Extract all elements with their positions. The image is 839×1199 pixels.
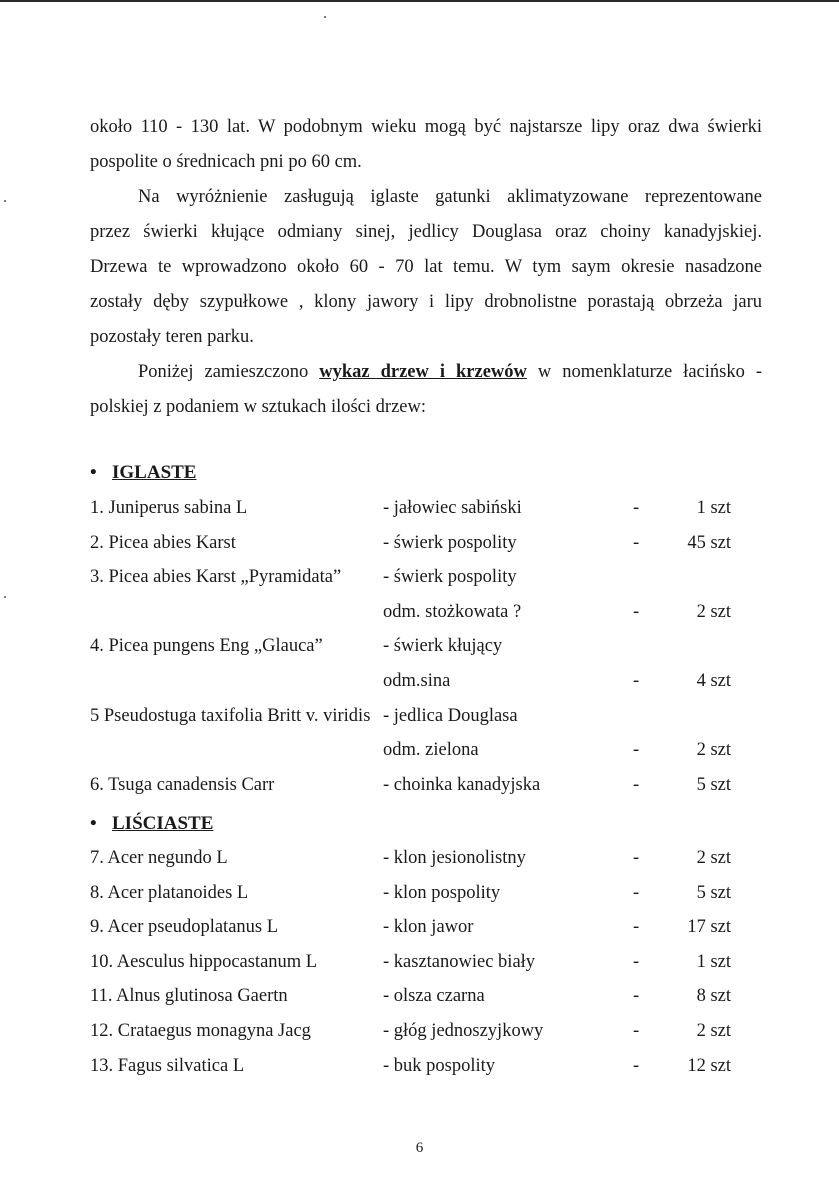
species-polish-name: - klon jesionolistny [383, 848, 526, 868]
table-row [0, 533, 839, 567]
separator-dash: - [633, 986, 640, 1007]
section-title: IGLASTE [112, 462, 197, 483]
table-row [0, 848, 839, 882]
species-quantity: 2 szt [696, 848, 731, 868]
section-heading-conifers [90, 462, 196, 484]
species-quantity: 2 szt [696, 740, 731, 761]
species-latin-name: 11. Alnus glutinosa Gaertn [90, 986, 288, 1007]
text-line: pospolite o średnicach pni po 60 cm. [90, 152, 362, 172]
scan-speck [324, 16, 326, 18]
separator-dash: - [633, 951, 640, 972]
species-latin-name: 7. Acer negundo L [90, 848, 228, 868]
scan-top-edge [0, 0, 839, 2]
table-row [0, 883, 839, 917]
species-polish-name: - choinka kanadyjska [383, 774, 541, 795]
table-row [0, 671, 839, 705]
species-polish-name: - klon jawor [383, 917, 474, 938]
separator-dash: - [633, 740, 640, 761]
table-row [0, 917, 839, 951]
species-quantity: 1 szt [696, 498, 731, 518]
section-title: LIŚCIASTE [112, 813, 214, 834]
species-polish-name: - kasztanowiec biały [383, 951, 536, 972]
species-latin-name: 10. Aesculus hippocastanum L [90, 951, 318, 972]
species-quantity: 4 szt [696, 671, 731, 691]
species-quantity: 12 szt [687, 1055, 731, 1076]
table-row [0, 602, 839, 636]
separator-dash: - [633, 671, 640, 691]
section-heading-deciduous [90, 813, 213, 835]
table-row [0, 952, 839, 986]
scan-speck [4, 200, 6, 202]
table-row [0, 636, 839, 670]
separator-dash: - [633, 882, 640, 903]
bullet-icon: • [90, 813, 97, 834]
species-quantity: 17 szt [687, 917, 731, 938]
separator-dash: - [633, 498, 640, 518]
text-line: polskiej z podaniem w sztukach ilości drzew: [90, 397, 426, 417]
text-line: pozostały teren parku. [90, 327, 254, 347]
bullet-icon: • [90, 462, 97, 483]
species-latin-name: 5 Pseudostuga taxifolia Britt v. viridis [90, 705, 371, 726]
table-row [0, 498, 839, 532]
species-latin-name: 4. Picea pungens Eng „Glauca” [90, 636, 323, 657]
separator-dash: - [633, 774, 640, 795]
species-latin-name: 2. Picea abies Karst [90, 532, 236, 553]
list-intro-emphasis: wykaz drzew i krzewów [319, 362, 527, 382]
list-intro-suffix: w nomenklaturze łacińsko - [537, 362, 762, 382]
text-line: Na wyróżnienie zasługują iglaste gatunki aklimatyzowane reprezentowane [138, 187, 762, 207]
table-row [0, 775, 839, 809]
separator-dash: - [633, 917, 640, 938]
species-polish-name: odm.sina [383, 671, 451, 691]
species-quantity: 8 szt [696, 986, 731, 1007]
text-line [90, 355, 762, 390]
species-quantity: 5 szt [696, 774, 731, 795]
species-quantity: 45 szt [687, 532, 731, 553]
species-polish-name: - jedlica Douglasa [383, 705, 518, 726]
species-polish-name: - świerk pospolity [383, 532, 517, 553]
species-latin-name: 1. Juniperus sabina L [90, 498, 248, 518]
separator-dash: - [633, 532, 640, 553]
species-polish-name: odm. zielona [383, 740, 479, 761]
separator-dash: - [633, 848, 640, 868]
species-quantity: 5 szt [696, 882, 731, 903]
separator-dash: - [633, 601, 640, 622]
separator-dash: - [633, 1021, 640, 1041]
species-polish-name: - jałowiec sabiński [383, 498, 522, 518]
paragraph-acclimatized-species [90, 180, 762, 355]
text-line: około 110 - 130 lat. W podobnym wieku mogą być najstarsze lipy oraz dwa świerki [90, 117, 762, 137]
species-polish-name: - głóg jednoszyjkowy [383, 1021, 544, 1041]
table-row [0, 986, 839, 1020]
separator-dash: - [633, 1055, 640, 1076]
list-intro-prefix: Poniżej zamieszczono [138, 362, 309, 382]
table-row [0, 567, 839, 601]
species-polish-name: - buk pospolity [383, 1055, 496, 1076]
paragraph-list-intro [90, 355, 762, 425]
species-quantity: 2 szt [696, 601, 731, 622]
table-row [0, 1056, 839, 1090]
text-line: zostały dęby szypułkowe , klony jawory i lipy drobnolistne porastają obrzeża jaru [90, 292, 762, 312]
species-polish-name: - olsza czarna [383, 986, 485, 1007]
table-row [0, 706, 839, 740]
table-row [0, 1021, 839, 1055]
species-polish-name: - świerk pospolity [383, 567, 517, 588]
species-latin-name: 3. Picea abies Karst „Pyramidata” [90, 567, 342, 588]
text-line: przez świerki kłujące odmiany sinej, jedlicy Douglasa oraz choiny kanadyjskiej. [90, 222, 762, 242]
paragraph-continuation [90, 110, 762, 180]
species-polish-name: odm. stożkowata ? [383, 601, 522, 622]
species-latin-name: 8. Acer platanoides L [90, 882, 249, 903]
species-latin-name: 9. Acer pseudoplatanus L [90, 917, 279, 938]
species-quantity: 1 szt [696, 951, 731, 972]
species-latin-name: 12. Crataegus monagyna Jacg [90, 1021, 311, 1041]
species-quantity: 2 szt [696, 1021, 731, 1041]
page-number: 6 [415, 1140, 424, 1156]
text-line: Drzewa te wprowadzono około 60 - 70 lat temu. W tym saym okresie nasadzone [90, 257, 762, 277]
species-latin-name: 6. Tsuga canadensis Carr [90, 774, 275, 795]
table-row [0, 740, 839, 774]
species-polish-name: - klon pospolity [383, 882, 501, 903]
species-latin-name: 13. Fagus silvatica L [90, 1055, 245, 1076]
species-polish-name: - świerk kłujący [383, 636, 503, 657]
